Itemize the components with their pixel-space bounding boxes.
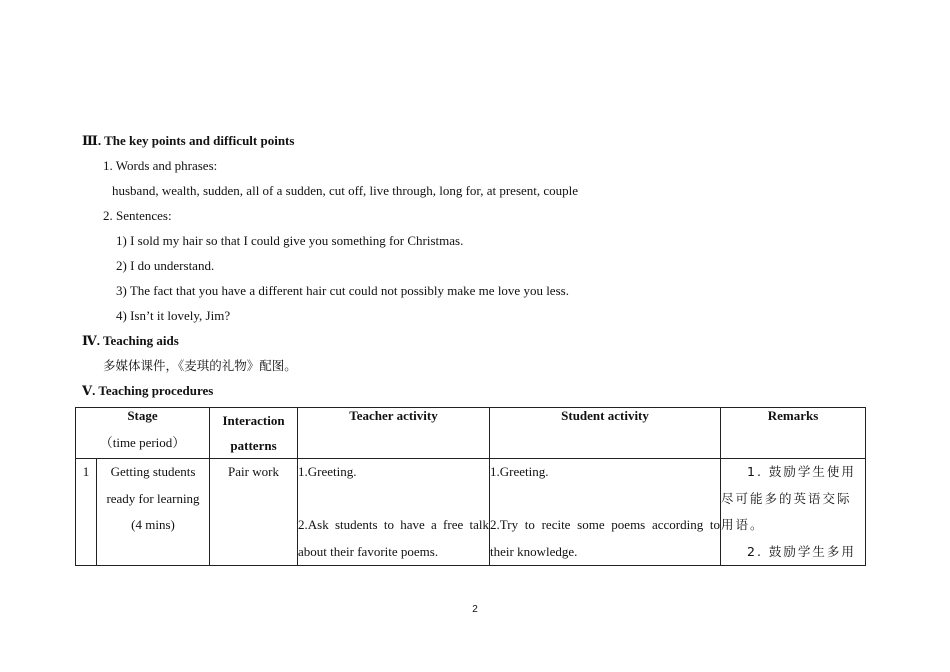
teaching-procedures-heading: Ⅴ. Teaching procedures <box>82 383 214 398</box>
sentence-item: 2) I do understand. <box>116 258 215 273</box>
key-points-heading: Ⅲ. The key points and difficult points <box>82 133 295 148</box>
sentence-item: 4) Isn’t it lovely, Jim? <box>116 308 231 323</box>
table-header-row <box>76 408 866 459</box>
stage-time: (4 mins) <box>131 517 175 532</box>
stage-line: ready for learning <box>106 490 200 506</box>
header-teacher-activity: Teacher activity <box>298 408 490 459</box>
remark-item: 1. 鼓励学生使用尽可能多的英语交际用语。 <box>721 464 856 532</box>
teacher-step: 2.Ask students to have a free talk about their favorite poems. <box>298 517 490 559</box>
row-remarks <box>721 459 866 566</box>
remark-item: 2. 鼓励学生多用 <box>747 543 856 559</box>
page-number: 2 <box>472 604 478 615</box>
student-step: 1.Greeting. <box>490 464 549 479</box>
header-stage-sub: （time period） <box>99 435 186 450</box>
sentence-item: 3) The fact that you have a different hair cut could not possibly make me love you less. <box>116 283 569 298</box>
header-remarks: Remarks <box>721 408 866 459</box>
header-stage-label: Stage <box>127 408 158 423</box>
header-student-activity: Student activity <box>490 408 721 459</box>
teacher-step: 1.Greeting. <box>298 464 357 479</box>
words-list: husband, wealth, sudden, all of a sudden, cut off, live through, long for, at present, couple <box>112 183 579 198</box>
row-student-activity <box>490 459 721 566</box>
teaching-aids-text: 多媒体课件，《麦琪的礼物》配图。 <box>103 358 297 373</box>
row-number: 1 <box>76 459 97 566</box>
header-interaction <box>210 408 298 459</box>
stage-line: Getting students <box>110 464 196 479</box>
row-pattern: Pair work <box>210 459 298 566</box>
student-step: 2.Try to recite some poems according to their knowledge. <box>490 517 721 559</box>
header-interaction-line: Interaction <box>222 413 285 428</box>
header-interaction-line: patterns <box>230 438 277 453</box>
sentences-label: 2. Sentences: <box>103 208 172 223</box>
teaching-procedures-table <box>75 407 866 566</box>
row-teacher-activity <box>298 459 490 566</box>
table-row <box>76 459 866 566</box>
sentence-item: 1) I sold my hair so that I could give you something for Christmas. <box>116 233 464 248</box>
row-stage <box>97 459 210 566</box>
teaching-aids-heading: Ⅳ. Teaching aids <box>82 333 179 348</box>
header-stage <box>76 408 210 459</box>
words-label: 1. Words and phrases: <box>103 158 218 173</box>
